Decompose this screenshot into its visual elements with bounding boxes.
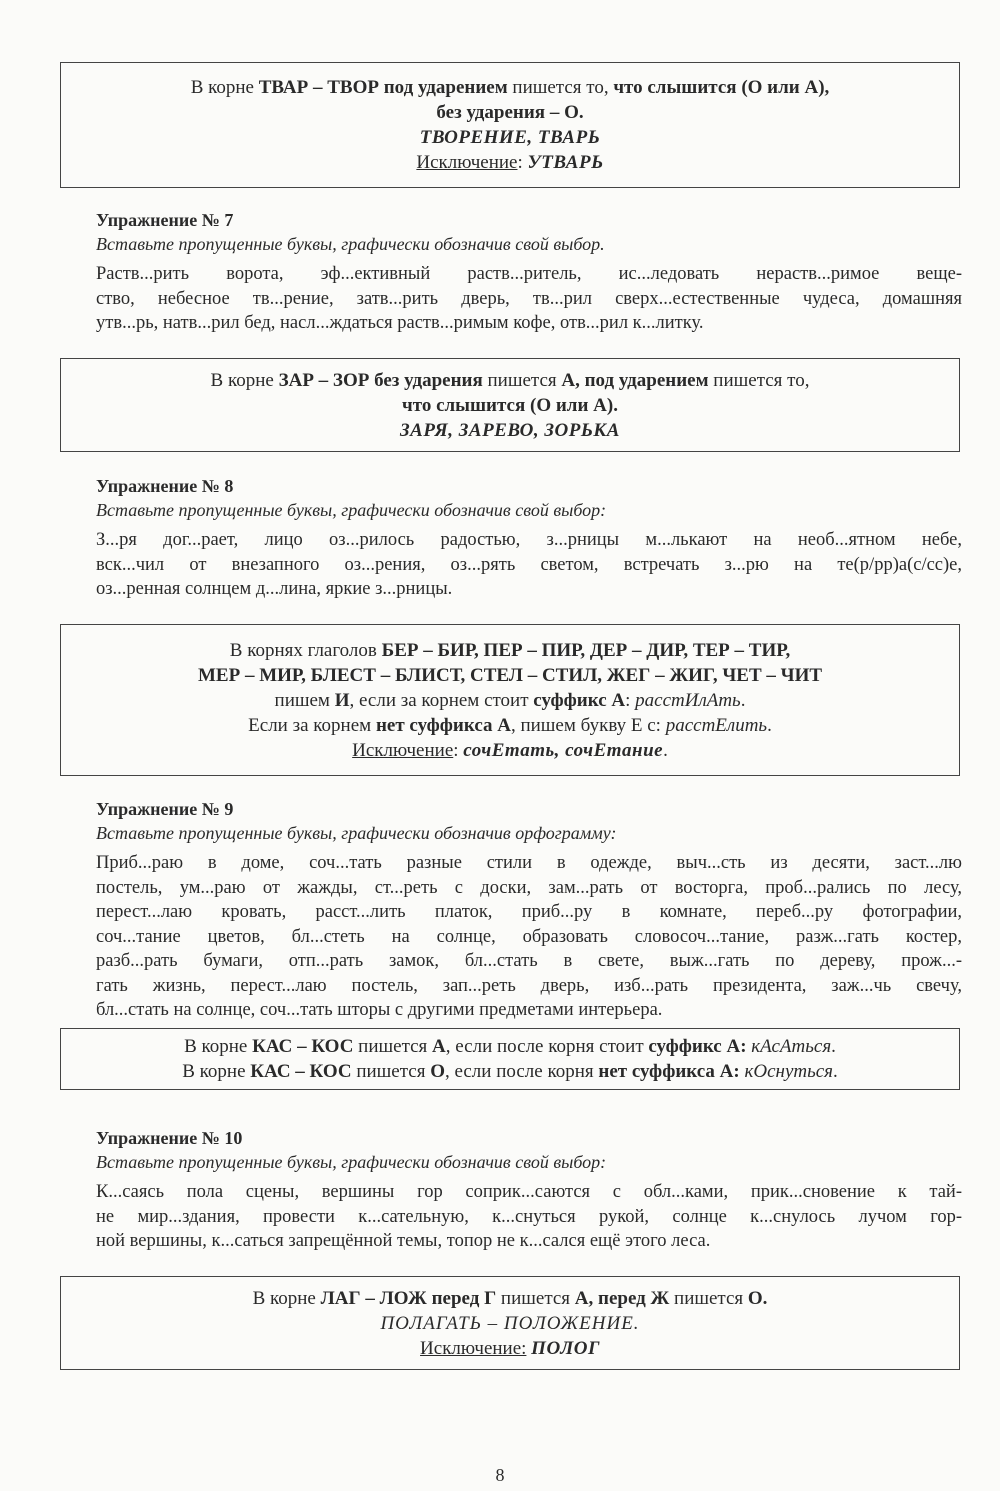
text-line: Приб...раю в доме, соч...тать разные стили в одежде, выч...сть из десяти, заст...лю xyxy=(96,853,962,873)
exercise-task: Вставьте пропущенные буквы, графически обозначив орфограмму: xyxy=(96,823,617,843)
text-line: постель, ум...раю от жажды, ст...реть с доски, зам...рать от восторга, проб...рались по лесу, xyxy=(96,877,962,898)
exercise-7-text xyxy=(96,262,962,336)
exercise-title: Упражнение № 9 xyxy=(96,799,234,819)
exercise-title: Упражнение № 7 xyxy=(96,210,234,230)
page-number: 8 xyxy=(495,1465,505,1485)
rule-box-ber-bir xyxy=(60,624,960,776)
text-line: К...саясь пола сцены, вершины гор соприк...саются с обл...ками, прик...сновение к тай- xyxy=(96,1182,962,1202)
rule-line: МЕР – МИР, БЛЕСТ – БЛИСТ, СТЕЛ – СТИЛ, ЖЕГ – ЖИГ, ЧЕТ – ЧИТ xyxy=(197,664,823,686)
rule-exception: Исключение: УТВАРЬ xyxy=(416,152,604,173)
exercise-task: Вставьте пропущенные буквы, графически обозначив свой выбор: xyxy=(96,500,607,520)
rule-line: В корне КАС – КОС пишется А, если после корня стоит суффикс А: кАсАться. xyxy=(184,1036,836,1057)
rule-line: Если за корнем нет суффикса А, пишем букву Е с: расстЕлить. xyxy=(248,714,772,736)
rule-line: В корне ЛАГ – ЛОЖ перед Г пишется А, перед Ж пишется О. xyxy=(252,1287,768,1309)
text-line: ной вершины, к...саться запрещённой темы, топор не к...сался ещё этого леса. xyxy=(96,1231,711,1251)
exercise-8-header xyxy=(96,474,962,522)
rule-exception: Исключение: ПОЛОГ xyxy=(420,1337,600,1359)
rule-exception: Исключение: сочЕтать, сочЕтание. xyxy=(352,739,668,761)
exercise-10-text xyxy=(96,1180,962,1254)
text-line: З...ря дог...рает, лицо оз...рилось радостью, з...рницы м...лькают на необ...ятном небе, xyxy=(96,530,962,550)
rule-line: В корнях глаголов БЕР – БИР, ПЕР – ПИР, ДЕР – ДИР, ТЕР – ТИР, xyxy=(229,639,791,661)
text-line: ство, небесное тв...рение, затв...рить дверь, тв...рил сверх...естественные чудеса, домашняя xyxy=(96,288,962,309)
rule-line: В корне КАС – КОС пишется О, если после корня нет суффикса А: кОснуться. xyxy=(182,1061,838,1082)
text-line: утв...рь, натв...рил бед, насл...ждаться раств...римым кофе, отв...рил к...литку. xyxy=(96,313,704,333)
text-line: перест...лаю кровать, расст...лить платок, приб...ру в комнате, переб...ру фотографии, xyxy=(96,902,962,922)
text-line: соч...тание цветов, бл...стеть на солнце, образовать словосоч...тание, разж...гать костер, xyxy=(96,926,962,947)
rule-example: ТВОРЕНИЕ, ТВАРЬ xyxy=(419,127,601,148)
rule-line: пишем И, если за корнем стоит суффикс А: расстИлАть. xyxy=(274,689,746,711)
rule-box-tvar-tvor xyxy=(60,62,960,188)
rule-line: без ударения – О. xyxy=(436,102,584,123)
text-line: не мир...здания, провести к...сательную, к...снуться рукой, солнце к...снулось лучом гор- xyxy=(96,1206,962,1227)
rule-box-zar-zor xyxy=(60,358,960,452)
text-line: бл...стать на солнце, соч...тать шторы с другими предметами интерьера. xyxy=(96,1000,663,1020)
exercise-8-text xyxy=(96,528,962,602)
rule-line: В корне ТВАР – ТВОР под ударением пишется то, что слышится (О или А), xyxy=(190,77,830,98)
rule-box-kas-kos xyxy=(60,1028,960,1090)
exercise-7-header xyxy=(96,208,962,256)
text-line: оз...ренная солнцем д...лина, яркие з...рницы. xyxy=(96,579,453,599)
exercise-title: Упражнение № 10 xyxy=(96,1128,243,1148)
text-line: гать жизнь, перест...лаю постель, зап...реть дверь, изб...рать президента, заж...чь свечу, xyxy=(96,975,962,996)
exercise-9-header xyxy=(96,797,962,845)
exercise-task: Вставьте пропущенные буквы, графически обозначив свой выбор: xyxy=(96,1152,607,1172)
rule-example: ПОЛАГАТЬ – ПОЛОЖЕНИЕ. xyxy=(380,1312,640,1334)
text-line: разб...рать бумаги, отп...рать замок, бл...стать в свете, выж...гать по дереву, прож...- xyxy=(96,951,962,971)
rule-line: что слышится (О или А). xyxy=(402,394,618,416)
exercise-9-text xyxy=(96,851,962,1023)
text-line: Раств...рить ворота, эф...ективный раств...ритель, ис...ледовать нераств...римое веще- xyxy=(96,264,962,284)
rule-example: ЗАРЯ, ЗАРЕВО, ЗОРЬКА xyxy=(400,419,620,441)
rule-line: В корне ЗАР – ЗОР без ударения пишется А, под ударением пишется то, xyxy=(210,369,810,391)
exercise-task: Вставьте пропущенные буквы, графически обозначив свой выбор. xyxy=(96,234,605,254)
exercise-10-header xyxy=(96,1126,962,1174)
text-line: вск...чил от внезапного оз...рения, оз...рять светом, встречать з...рю на те(р/рр)а(с/сс)е, xyxy=(96,554,962,575)
exercise-title: Упражнение № 8 xyxy=(96,476,234,496)
rule-box-lag-lozh xyxy=(60,1276,960,1370)
